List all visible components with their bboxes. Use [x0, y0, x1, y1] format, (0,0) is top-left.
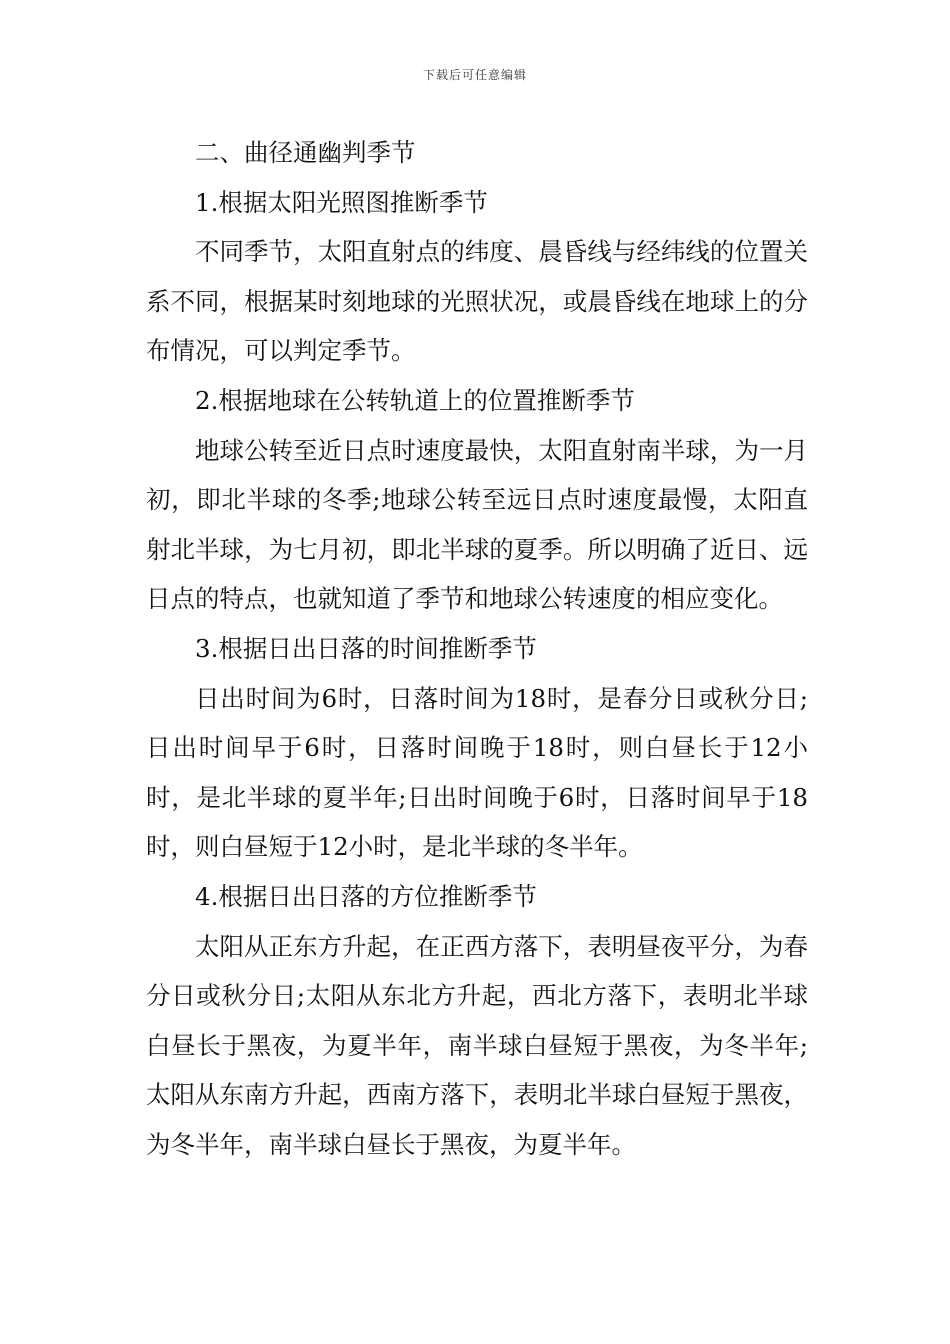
subheading-4: 4.根据日出日落的方位推断季节: [195, 881, 537, 911]
subheading-1: 1.根据太阳光照图推断季节: [195, 187, 488, 217]
body-paragraph-3: 日出时间为6时，日落时间为18时，是春分日或秋分日;日出时间早于6时，日落时间晚于18时，则白昼长于12小时，是北半球的夏半年;日出时间晚于6时，日落时间早于18时，则白昼短于12小时，是北半球的冬半年。: [146, 683, 808, 862]
document-body: [146, 128, 808, 1169]
body-paragraph-1: 不同季节，太阳直射点的纬度、晨昏线与经纬线的位置关系不同，根据某时刻地球的光照状况，或晨昏线在地球上的分布情况，可以判定季节。: [146, 237, 808, 366]
body-paragraph-2: 地球公转至近日点时速度最快，太阳直射南半球，为一月初，即北半球的冬季;地球公转至远日点时速度最慢，太阳直射北半球，为七月初，即北半球的夏季。所以明确了近日、远日点的特点，也就知道了季节和地球公转速度的相应变化。: [146, 435, 808, 614]
subheading-2: 2.根据地球在公转轨道上的位置推断季节: [195, 385, 635, 415]
section-heading: 二、曲径通幽判季节: [195, 138, 416, 167]
body-paragraph-4: 太阳从正东方升起，在正西方落下，表明昼夜平分，为春分日或秋分日;太阳从东北方升起，西北方落下，表明北半球白昼长于黑夜，为夏半年，南半球白昼短于黑夜，为冬半年;太阳从东南方升起，西南方落下，表明北半球白昼短于黑夜，为冬半年，南半球白昼长于黑夜，为夏半年。: [146, 931, 808, 1159]
page-header-note: 下载后可任意编辑: [422, 68, 527, 82]
subheading-3: 3.根据日出日落的时间推断季节: [195, 633, 537, 663]
